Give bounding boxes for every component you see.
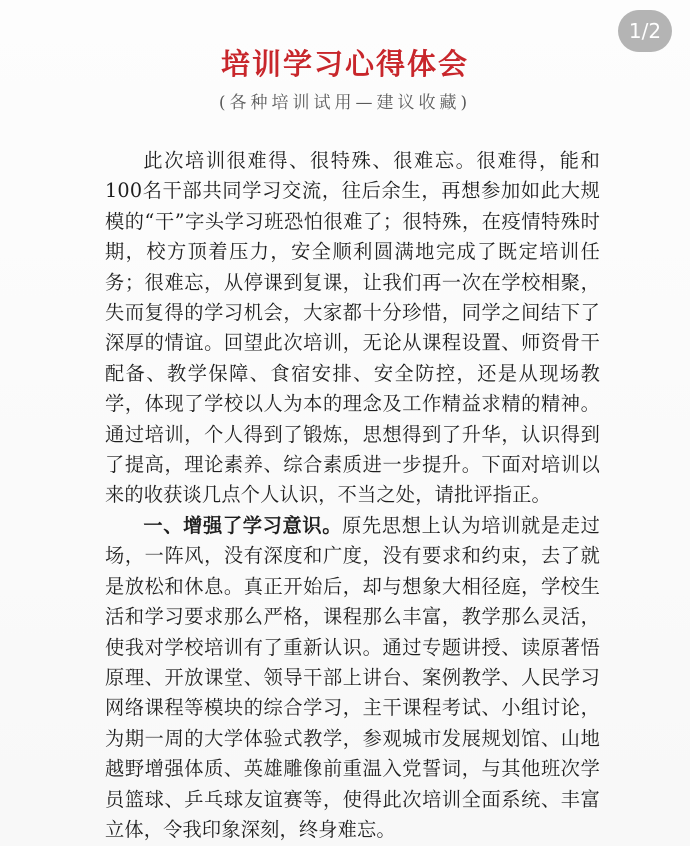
intro-paragraph: 此次培训很难得、很特殊、很难忘。很难得，能和100名干部共同学习交流，往后余生，再想参加如此大规模的“干”字头学习班恐怕很难了；很特殊，在疫情特殊时期，校方顶着压力，安全顺利圆满地完成了既定培训任务；很难忘，从停课到复课，让我们再一次在学校相聚，失而复得的学习机会，大家都十分珍惜，同学之间结下了深厚的情谊。回望此次培训，无论从课程设置、师资骨干配备、教学保障、食宿安排、安全防控，还是从现场教学，体现了学校以人为本的理念及工作精益求精的精神。通过培训，个人得到了锻炼，思想得到了升华，认识得到了提高，理论素养、综合素质进一步提升。下面对培训以来的收获谈几点个人认识，不当之处，请批评指正。 [105,149,600,507]
section-1-heading: 一、增强了学习意识。 [143,513,343,537]
document-subtitle: (各种培训试用—建议收藏) [218,93,472,113]
section-1-text: 原先思想上认为培训就是走过场，一阵风，没有深度和广度，没有要求和约束，去了就是放松和休息。真正开始后，却与想象大相径庭，学校生活和学习要求那么严格，课程那么丰富，教学那么灵活，使我对学校培训有了重新认识。通过专题讲授、读原著悟原理、开放课堂、领导干部上讲台、案例教学、人民学习网络课程等模块的综合学习，主干课程考试、小组讨论，为期一周的大学体验式教学，参观城市发展规划馆、山地越野增强体质、英雄雕像前重温入党誓词，与其他班次学员篮球、乒乓球友谊赛等，使得此次培训全面系统、丰富立体，令我印象深刻，终身难忘。 [105,513,600,841]
document-body [105,146,600,845]
page-indicator-badge[interactable]: 1/2 [618,10,672,52]
section-1-paragraph [105,511,600,845]
document-title: 培训学习心得体会 [220,47,469,81]
